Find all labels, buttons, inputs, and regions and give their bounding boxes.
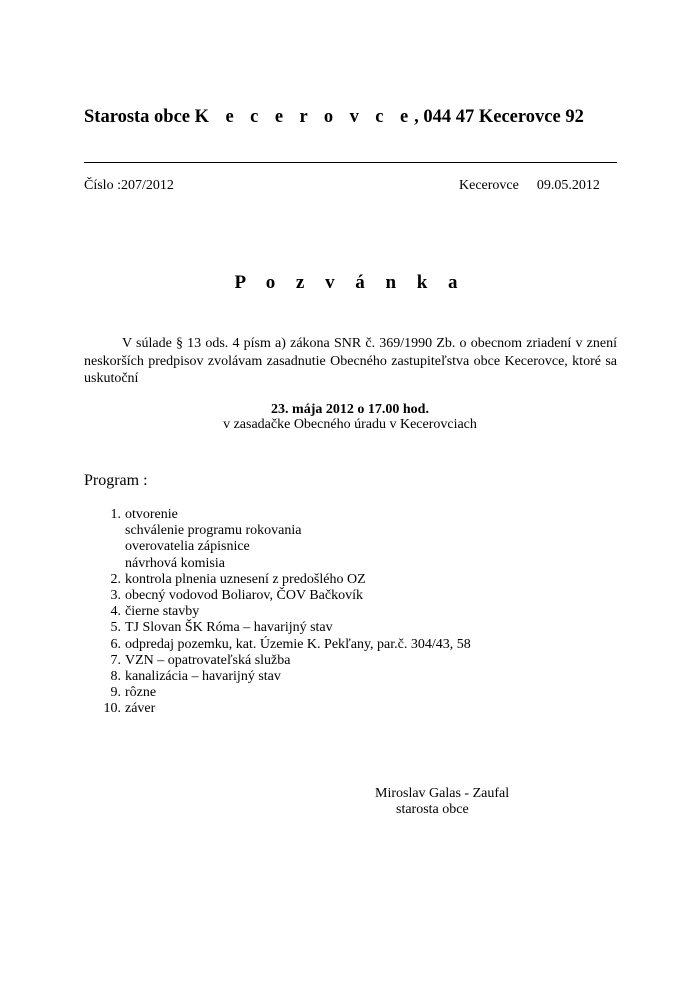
- program-item: [84, 669, 471, 685]
- header-divider: [84, 162, 617, 163]
- program-item: [84, 572, 471, 588]
- program-item: [84, 637, 471, 653]
- program-item: [84, 507, 471, 523]
- program-item-number: 9.: [110, 685, 121, 701]
- program-item: [84, 604, 471, 620]
- program-item-text: schválenie programu rokovania: [125, 523, 302, 539]
- date: 09.05.2012: [536, 178, 600, 193]
- signer-name: Miroslav Galas - Zaufal: [375, 786, 510, 801]
- program-item: [84, 620, 471, 636]
- program-item-text: otvorenie: [125, 507, 178, 522]
- program-item-text: kontrola plnenia uznesení z predošlého OZ: [125, 571, 366, 587]
- program-item-number: 7.: [110, 652, 121, 668]
- header-municipality: K e c e r o v c e: [194, 107, 415, 127]
- program-item-text: TJ Slovan ŠK Róma – havarijný stav: [125, 620, 333, 636]
- program-item-number: 4.: [110, 604, 121, 620]
- signer-role: starosta obce: [396, 802, 469, 817]
- place: Kecerovce: [459, 178, 519, 193]
- program-item: [84, 539, 471, 555]
- program-list: [84, 507, 471, 717]
- program-item-text: obecný vodovod Boliarov, ČOV Bačkovík: [125, 587, 363, 603]
- program-item: [84, 685, 471, 701]
- reference-number: Číslo :207/2012: [84, 178, 174, 193]
- place-and-date: [459, 178, 600, 194]
- document-title: P o z v á n k a: [234, 272, 466, 293]
- program-heading: Program :: [84, 472, 148, 489]
- meeting-date-time: 23. mája 2012 o 17.00 hod.: [271, 402, 429, 417]
- header-address: , 044 47 Kecerovce 92: [414, 107, 584, 127]
- program-item-number: 2.: [110, 571, 121, 587]
- header-prefix: Starosta obce: [84, 107, 195, 127]
- program-item-number: 6.: [110, 636, 121, 652]
- meeting-location: v zasadačke Obecného úradu v Kecerovciach: [223, 417, 477, 432]
- program-item: [84, 523, 471, 539]
- program-item-text: overovatelia zápisnice: [125, 539, 250, 555]
- program-item-text: kanalizácia – havarijný stav: [125, 668, 281, 684]
- intro-paragraph: V súlade § 13 ods. 4 písm a) zákona SNR č. 369/1990 Zb. o obecnom zriadení v znení neskorších predpisov zvolávam zasadnutie Obecného zastupiteľstva obce Kecerovce, ktoré sa uskutoční: [84, 336, 617, 386]
- program-item-text: VZN – opatrovateľská služba: [125, 652, 291, 668]
- program-item-text: čierne stavby: [125, 604, 200, 620]
- program-item-text: odpredaj pozemku, kat. Územie K. Pekľany, par.č. 304/43, 58: [125, 636, 471, 652]
- program-item-number: 8.: [110, 668, 121, 684]
- program-item: [84, 556, 471, 572]
- program-item: [84, 701, 471, 717]
- program-item-number: 3.: [110, 587, 121, 603]
- program-item-number: 1.: [110, 507, 121, 522]
- header-title: [84, 106, 584, 128]
- program-item: [84, 588, 471, 604]
- program-item-text: návrhová komisia: [125, 555, 225, 571]
- program-item-number: 5.: [110, 620, 121, 636]
- program-item: [84, 653, 471, 669]
- program-item-text: rôzne: [125, 685, 157, 701]
- program-item-text: záver: [125, 701, 156, 717]
- program-item-number: 10.: [103, 701, 121, 717]
